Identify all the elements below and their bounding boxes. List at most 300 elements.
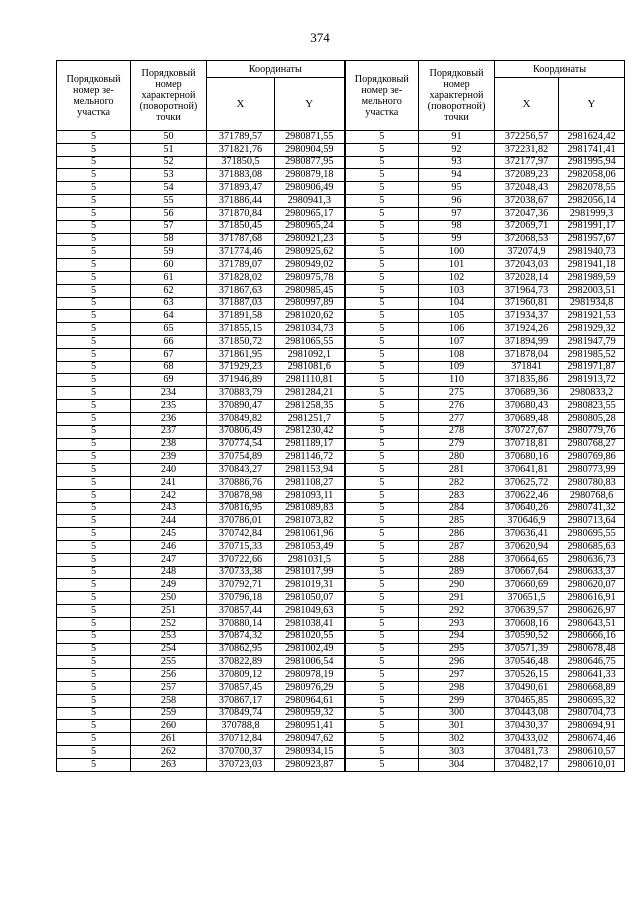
cell-parcel: 5 [57,169,131,182]
cell-y: 2981031,5 [275,553,345,566]
cell-y-right: 2980641,33 [559,669,625,682]
cell-y-right: 2980769,86 [559,451,625,464]
cell-y: 2980904,59 [275,143,345,156]
cell-point: 263 [131,758,207,771]
cell-y-right: 2980636,73 [559,553,625,566]
cell-y-right: 2980695,32 [559,694,625,707]
table-row [57,758,625,771]
cell-parcel: 5 [57,707,131,720]
cell-parcel: 5 [57,220,131,233]
cell-x: 370862,95 [207,643,275,656]
cell-x: 370712,84 [207,733,275,746]
cell-point: 63 [131,297,207,310]
cell-y: 2980951,41 [275,720,345,733]
cell-point-right: 285 [419,515,495,528]
cell-x: 371891,58 [207,310,275,323]
cell-point-right: 100 [419,246,495,259]
cell-x-right: 372069,71 [495,220,559,233]
table-row [57,630,625,643]
cell-x-right: 370646,9 [495,515,559,528]
cell-x-right: 370625,72 [495,476,559,489]
cell-y: 2981034,73 [275,323,345,336]
cell-y: 2981017,99 [275,566,345,579]
cell-point: 51 [131,143,207,156]
table-row [57,233,625,246]
cell-x-right: 370482,17 [495,758,559,771]
cell-x: 371855,15 [207,323,275,336]
cell-point-right: 298 [419,681,495,694]
cell-parcel-right: 5 [345,579,419,592]
cell-parcel-right: 5 [345,438,419,451]
cell-y: 2981092,1 [275,348,345,361]
cell-point: 65 [131,323,207,336]
cell-parcel: 5 [57,297,131,310]
cell-x-right: 370620,94 [495,541,559,554]
cell-point: 252 [131,617,207,630]
cell-y: 2980921,23 [275,233,345,246]
cell-x-right: 370680,16 [495,451,559,464]
cell-parcel-right: 5 [345,694,419,707]
cell-parcel: 5 [57,361,131,374]
cell-x-right: 371960,81 [495,297,559,310]
cell-point-right: 288 [419,553,495,566]
cell-point: 52 [131,156,207,169]
cell-x-right: 370689,36 [495,387,559,400]
cell-point: 50 [131,131,207,144]
cell-y-right: 2980633,37 [559,566,625,579]
cell-parcel: 5 [57,336,131,349]
cell-parcel-right: 5 [345,515,419,528]
cell-y: 2980949,02 [275,259,345,272]
cell-parcel: 5 [57,464,131,477]
cell-y-right: 2980780,83 [559,476,625,489]
cell-parcel-right: 5 [345,348,419,361]
cell-y: 2980975,78 [275,271,345,284]
cell-point-right: 286 [419,528,495,541]
cell-x-right: 372038,67 [495,195,559,208]
cell-x: 371893,47 [207,182,275,195]
cell-point-right: 280 [419,451,495,464]
cell-point: 261 [131,733,207,746]
cell-y-right: 2980610,01 [559,758,625,771]
cell-y: 2980934,15 [275,746,345,759]
cell-parcel-right: 5 [345,310,419,323]
table-row [57,220,625,233]
cell-point-right: 277 [419,412,495,425]
cell-point-right: 106 [419,323,495,336]
cell-y-right: 2981957,67 [559,233,625,246]
cell-point-right: 275 [419,387,495,400]
cell-point-right: 95 [419,182,495,195]
table-row [57,489,625,502]
cell-parcel: 5 [57,143,131,156]
cell-parcel-right: 5 [345,131,419,144]
cell-x: 371929,23 [207,361,275,374]
table-row [57,131,625,144]
table-row [57,374,625,387]
cell-y-right: 2981947,79 [559,336,625,349]
cell-x-right: 370689,48 [495,412,559,425]
cell-parcel-right: 5 [345,323,419,336]
cell-y: 2980941,3 [275,195,345,208]
table-row [57,733,625,746]
cell-x: 370700,37 [207,746,275,759]
cell-point-right: 303 [419,746,495,759]
cell-x: 370883,79 [207,387,275,400]
cell-y-right: 2982056,14 [559,195,625,208]
cell-parcel-right: 5 [345,143,419,156]
cell-y: 2981189,17 [275,438,345,451]
cell-point-right: 110 [419,374,495,387]
cell-point-right: 281 [419,464,495,477]
cell-y: 2981061,96 [275,528,345,541]
cell-point: 262 [131,746,207,759]
cell-parcel: 5 [57,617,131,630]
cell-parcel: 5 [57,733,131,746]
cell-y-right: 2981989,59 [559,271,625,284]
cell-y-right: 2980805,28 [559,412,625,425]
cell-parcel: 5 [57,207,131,220]
cell-point-right: 105 [419,310,495,323]
cell-parcel-right: 5 [345,297,419,310]
cell-parcel-right: 5 [345,361,419,374]
cell-x: 370796,18 [207,592,275,605]
cell-y: 2981089,83 [275,502,345,515]
cell-point-right: 99 [419,233,495,246]
cell-x: 370723,03 [207,758,275,771]
cell-x: 370792,71 [207,579,275,592]
table-row [57,451,625,464]
table-row [57,656,625,669]
cell-y: 2981081,6 [275,361,345,374]
cell-parcel-right: 5 [345,425,419,438]
table-row [57,592,625,605]
cell-y-right: 2981741,41 [559,143,625,156]
cell-y-right: 2981934,8 [559,297,625,310]
cell-y: 2981073,82 [275,515,345,528]
table-row [57,643,625,656]
cell-y-right: 2981940,73 [559,246,625,259]
table-row [57,246,625,259]
cell-parcel: 5 [57,553,131,566]
cell-parcel-right: 5 [345,707,419,720]
cell-parcel: 5 [57,489,131,502]
page-number: 374 [310,30,330,45]
cell-point-right: 299 [419,694,495,707]
cell-y: 2981110,81 [275,374,345,387]
cell-x: 370849,74 [207,707,275,720]
cell-x-right: 372047,36 [495,207,559,220]
cell-x: 370849,82 [207,412,275,425]
cell-x: 371828,02 [207,271,275,284]
table-row [57,681,625,694]
cell-y-right: 2980685,63 [559,541,625,554]
cell-x: 370786,01 [207,515,275,528]
cell-y: 2980925,62 [275,246,345,259]
cell-y-right: 2980773,99 [559,464,625,477]
cell-y: 2981258,35 [275,400,345,413]
cell-point-right: 109 [419,361,495,374]
cell-point: 61 [131,271,207,284]
cell-y: 2981146,72 [275,451,345,464]
cell-x: 371887,03 [207,297,275,310]
cell-parcel: 5 [57,630,131,643]
cell-x: 370843,27 [207,464,275,477]
cell-y: 2980871,55 [275,131,345,144]
header-y-right: Y [559,78,625,131]
table-row [57,400,625,413]
cell-parcel: 5 [57,656,131,669]
cell-point: 58 [131,233,207,246]
header-y: Y [275,78,345,131]
table-row [57,617,625,630]
header-coordinates-right: Координаты [495,61,625,78]
cell-x: 370774,54 [207,438,275,451]
table-row [57,502,625,515]
cell-point-right: 297 [419,669,495,682]
cell-point-right: 104 [419,297,495,310]
cell-x-right: 372256,57 [495,131,559,144]
cell-y-right: 2980741,32 [559,502,625,515]
cell-y-right: 2980704,73 [559,707,625,720]
cell-parcel-right: 5 [345,528,419,541]
cell-point: 240 [131,464,207,477]
table-row [57,707,625,720]
cell-x: 371861,95 [207,348,275,361]
cell-y: 2981153,94 [275,464,345,477]
cell-y-right: 2981921,53 [559,310,625,323]
cell-parcel: 5 [57,284,131,297]
cell-y-right: 2980833,2 [559,387,625,400]
cell-x: 370806,49 [207,425,275,438]
cell-parcel-right: 5 [345,220,419,233]
cell-x-right: 371964,73 [495,284,559,297]
cell-x-right: 371841 [495,361,559,374]
cell-parcel-right: 5 [345,681,419,694]
cell-point: 56 [131,207,207,220]
cell-parcel-right: 5 [345,656,419,669]
cell-x: 370880,14 [207,617,275,630]
cell-parcel-right: 5 [345,746,419,759]
cell-point-right: 300 [419,707,495,720]
cell-point: 53 [131,169,207,182]
cell-x-right: 372048,43 [495,182,559,195]
cell-y: 2980985,45 [275,284,345,297]
cell-point: 237 [131,425,207,438]
table-row [57,156,625,169]
cell-point: 241 [131,476,207,489]
cell-x-right: 371924,26 [495,323,559,336]
table-row [57,323,625,336]
cell-x-right: 372028,14 [495,271,559,284]
cell-y-right: 2980678,48 [559,643,625,656]
cell-parcel-right: 5 [345,259,419,272]
cell-point-right: 284 [419,502,495,515]
cell-parcel-right: 5 [345,553,419,566]
cell-x: 371850,45 [207,220,275,233]
cell-point: 257 [131,681,207,694]
cell-point: 66 [131,336,207,349]
cell-point-right: 293 [419,617,495,630]
cell-point: 248 [131,566,207,579]
cell-x-right: 370490,61 [495,681,559,694]
cell-y-right: 2980668,89 [559,681,625,694]
cell-parcel: 5 [57,271,131,284]
cell-point-right: 94 [419,169,495,182]
cell-point-right: 91 [419,131,495,144]
cell-x-right: 370526,15 [495,669,559,682]
cell-parcel-right: 5 [345,464,419,477]
cell-point-right: 296 [419,656,495,669]
cell-x: 370874,32 [207,630,275,643]
cell-y-right: 2981995,94 [559,156,625,169]
cell-x-right: 371934,37 [495,310,559,323]
cell-point: 69 [131,374,207,387]
cell-parcel: 5 [57,348,131,361]
cell-point: 55 [131,195,207,208]
cell-point: 255 [131,656,207,669]
table-row [57,182,625,195]
cell-point-right: 279 [419,438,495,451]
cell-x: 371821,76 [207,143,275,156]
cell-point: 60 [131,259,207,272]
cell-x-right: 370465,85 [495,694,559,707]
cell-point-right: 282 [419,476,495,489]
table-row [57,579,625,592]
cell-point: 234 [131,387,207,400]
cell-y: 2980923,87 [275,758,345,771]
cell-y: 2981230,42 [275,425,345,438]
table-row [57,605,625,618]
cell-y: 2980877,95 [275,156,345,169]
cell-y-right: 2980616,91 [559,592,625,605]
cell-parcel: 5 [57,528,131,541]
cell-y: 2981020,55 [275,630,345,643]
cell-y-right: 2980823,55 [559,400,625,413]
cell-parcel-right: 5 [345,195,419,208]
cell-point-right: 102 [419,271,495,284]
table-row [57,476,625,489]
cell-parcel-right: 5 [345,233,419,246]
cell-y: 2980906,49 [275,182,345,195]
cell-point-right: 107 [419,336,495,349]
table-row [57,195,625,208]
cell-y: 2980879,18 [275,169,345,182]
cell-y-right: 2981929,32 [559,323,625,336]
cell-point: 54 [131,182,207,195]
cell-y: 2980965,24 [275,220,345,233]
cell-x: 370809,12 [207,669,275,682]
table-row [57,566,625,579]
cell-x: 371850,5 [207,156,275,169]
cell-parcel: 5 [57,259,131,272]
cell-y-right: 2982058,06 [559,169,625,182]
cell-y-right: 2980610,57 [559,746,625,759]
cell-x-right: 370546,48 [495,656,559,669]
cell-point: 256 [131,669,207,682]
cell-x-right: 372177,97 [495,156,559,169]
cell-parcel-right: 5 [345,605,419,618]
cell-parcel: 5 [57,681,131,694]
cell-parcel-right: 5 [345,374,419,387]
cell-point: 260 [131,720,207,733]
header-x: X [207,78,275,131]
cell-y-right: 2981913,72 [559,374,625,387]
cell-point-right: 302 [419,733,495,746]
cell-x-right: 370718,81 [495,438,559,451]
cell-parcel-right: 5 [345,617,419,630]
cell-point: 62 [131,284,207,297]
table-row [57,361,625,374]
cell-y: 2981006,54 [275,656,345,669]
cell-x-right: 372043,03 [495,259,559,272]
cell-y-right: 2980646,75 [559,656,625,669]
cell-parcel: 5 [57,476,131,489]
cell-point-right: 290 [419,579,495,592]
cell-x: 370886,76 [207,476,275,489]
cell-parcel-right: 5 [345,207,419,220]
cell-x-right: 372068,53 [495,233,559,246]
cell-point-right: 108 [419,348,495,361]
cell-point-right: 287 [419,541,495,554]
cell-parcel: 5 [57,451,131,464]
table-row [57,694,625,707]
cell-parcel: 5 [57,592,131,605]
cell-point: 254 [131,643,207,656]
cell-parcel: 5 [57,323,131,336]
cell-x-right: 370590,52 [495,630,559,643]
cell-x: 371850,72 [207,336,275,349]
table-row [57,669,625,682]
cell-parcel: 5 [57,669,131,682]
cell-parcel-right: 5 [345,336,419,349]
cell-parcel-right: 5 [345,476,419,489]
table-row [57,336,625,349]
cell-y: 2981251,7 [275,412,345,425]
cell-parcel-right: 5 [345,156,419,169]
cell-y: 2981053,49 [275,541,345,554]
cell-point: 247 [131,553,207,566]
cell-x: 370857,45 [207,681,275,694]
cell-x-right: 370664,65 [495,553,559,566]
cell-x-right: 370639,57 [495,605,559,618]
cell-x: 371886,44 [207,195,275,208]
cell-x-right: 370680,43 [495,400,559,413]
cell-point-right: 291 [419,592,495,605]
cell-parcel-right: 5 [345,271,419,284]
cell-y-right: 2981624,42 [559,131,625,144]
cell-y-right: 2980643,51 [559,617,625,630]
table-row [57,259,625,272]
cell-x-right: 371878,04 [495,348,559,361]
cell-y: 2981108,27 [275,476,345,489]
cell-y: 2981065,55 [275,336,345,349]
cell-parcel: 5 [57,374,131,387]
cell-parcel-right: 5 [345,489,419,502]
table-body [57,131,625,772]
table-row [57,464,625,477]
cell-x-right: 370660,69 [495,579,559,592]
cell-y: 2980964,61 [275,694,345,707]
cell-y: 2981019,31 [275,579,345,592]
cell-parcel: 5 [57,515,131,528]
cell-parcel-right: 5 [345,566,419,579]
cell-parcel-right: 5 [345,541,419,554]
cell-x-right: 370571,39 [495,643,559,656]
cell-x: 370857,44 [207,605,275,618]
cell-parcel: 5 [57,310,131,323]
table-row [57,297,625,310]
